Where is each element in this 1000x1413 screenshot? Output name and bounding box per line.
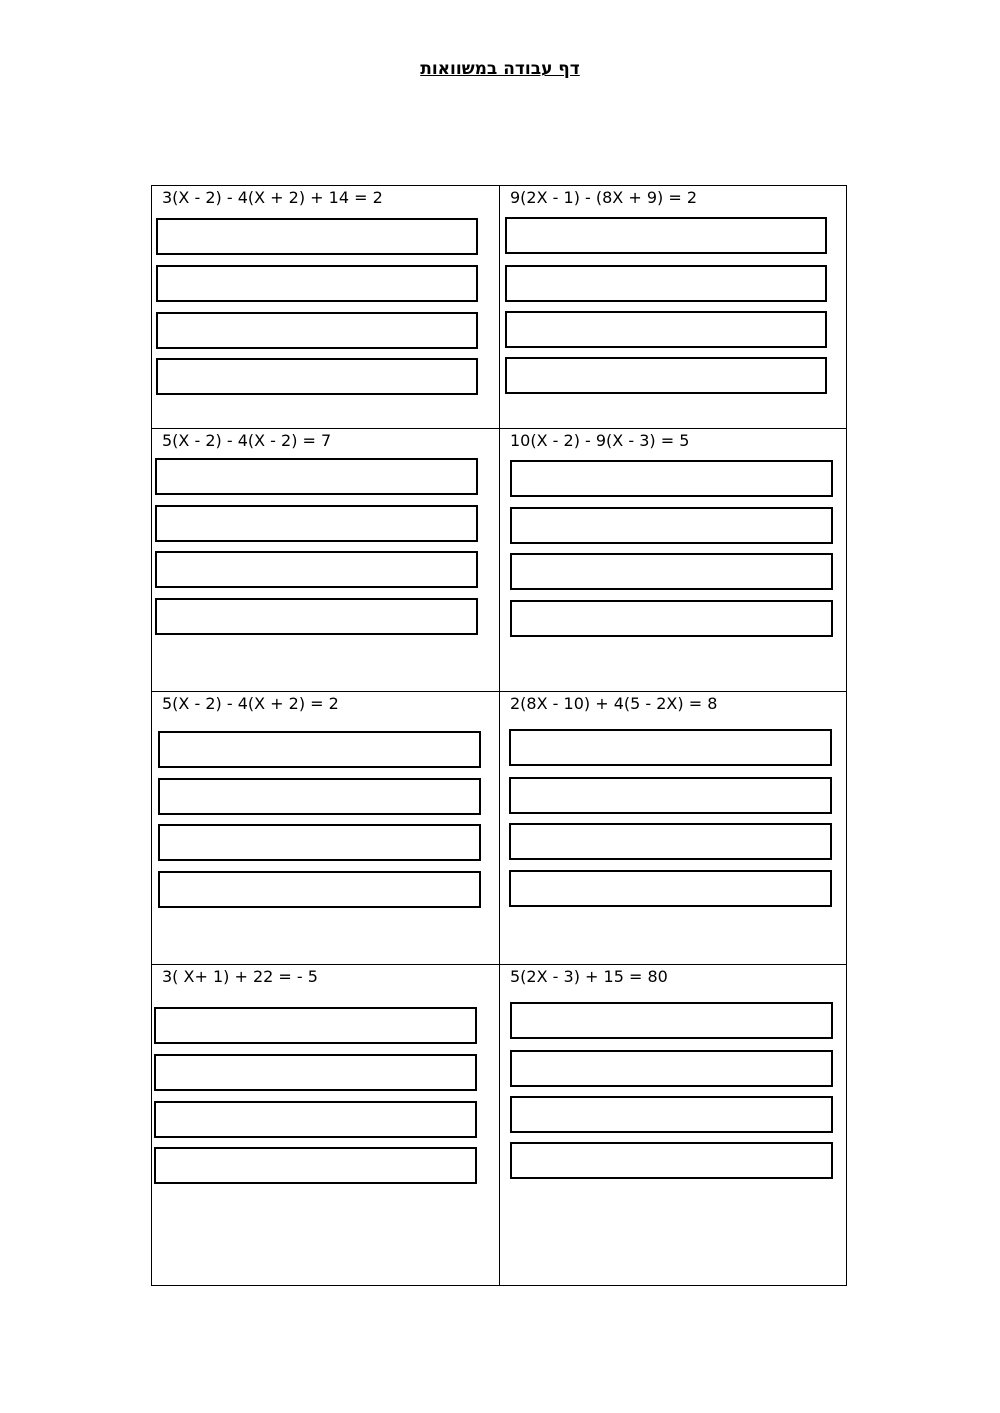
answer-input[interactable]	[511, 872, 830, 905]
answer-box[interactable]	[510, 1096, 833, 1133]
answer-box[interactable]	[154, 1147, 477, 1184]
answer-box[interactable]	[154, 1101, 477, 1138]
answer-input[interactable]	[512, 1052, 831, 1085]
answer-input[interactable]	[158, 220, 476, 253]
equation: 2(8X - 10) + 4(5 - 2X) = 8	[510, 694, 718, 713]
answer-input[interactable]	[157, 507, 476, 540]
answer-box[interactable]	[158, 824, 481, 861]
equation: 10(X - 2) - 9(X - 3) = 5	[510, 431, 690, 450]
answer-input[interactable]	[512, 462, 831, 495]
answer-input[interactable]	[512, 1144, 831, 1177]
equation: 5(X - 2) - 4(X - 2) = 7	[162, 431, 332, 450]
answer-box[interactable]	[154, 1007, 477, 1044]
answer-input[interactable]	[507, 267, 825, 300]
answer-input[interactable]	[160, 826, 479, 859]
answer-input[interactable]	[156, 1056, 475, 1089]
answer-input[interactable]	[157, 460, 476, 493]
exercise-cell-2	[500, 186, 847, 428]
equation: 5(X - 2) - 4(X + 2) = 2	[162, 694, 339, 713]
answer-box[interactable]	[155, 458, 478, 495]
answer-box[interactable]	[158, 731, 481, 768]
answer-input[interactable]	[512, 602, 831, 635]
answer-box[interactable]	[505, 265, 827, 302]
answer-box[interactable]	[155, 505, 478, 542]
answer-input[interactable]	[511, 731, 830, 764]
exercise-cell-1	[152, 186, 499, 428]
answer-input[interactable]	[507, 313, 825, 346]
answer-box[interactable]	[510, 1002, 833, 1039]
answer-box[interactable]	[509, 729, 832, 766]
exercise-cell-3	[152, 429, 499, 691]
answer-input[interactable]	[512, 509, 831, 542]
answer-input[interactable]	[512, 1098, 831, 1131]
answer-box[interactable]	[509, 777, 832, 814]
answer-box[interactable]	[505, 311, 827, 348]
answer-input[interactable]	[160, 780, 479, 813]
answer-input[interactable]	[156, 1009, 475, 1042]
answer-box[interactable]	[155, 551, 478, 588]
exercise-cell-4	[500, 429, 847, 691]
answer-input[interactable]	[512, 1004, 831, 1037]
answer-box[interactable]	[505, 217, 827, 254]
exercise-cell-8	[500, 965, 847, 1285]
answer-box[interactable]	[509, 870, 832, 907]
answer-box[interactable]	[510, 507, 833, 544]
exercise-cell-5	[152, 692, 499, 964]
answer-box[interactable]	[154, 1054, 477, 1091]
answer-box[interactable]	[155, 598, 478, 635]
answer-box[interactable]	[156, 218, 478, 255]
answer-box[interactable]	[510, 600, 833, 637]
equation: 5(2X - 3) + 15 = 80	[510, 967, 668, 986]
exercise-cell-7	[152, 965, 499, 1285]
answer-box[interactable]	[158, 871, 481, 908]
answer-box[interactable]	[156, 312, 478, 349]
answer-input[interactable]	[507, 359, 825, 392]
answer-box[interactable]	[505, 357, 827, 394]
answer-box[interactable]	[510, 553, 833, 590]
answer-input[interactable]	[157, 553, 476, 586]
answer-input[interactable]	[157, 600, 476, 633]
answer-box[interactable]	[158, 778, 481, 815]
answer-box[interactable]	[156, 265, 478, 302]
answer-box[interactable]	[509, 823, 832, 860]
answer-box[interactable]	[510, 460, 833, 497]
answer-input[interactable]	[156, 1103, 475, 1136]
worksheet-title: דף עבודה במשוואות	[420, 59, 580, 79]
answer-input[interactable]	[507, 219, 825, 252]
answer-input[interactable]	[160, 873, 479, 906]
answer-input[interactable]	[512, 555, 831, 588]
answer-input[interactable]	[158, 267, 476, 300]
answer-box[interactable]	[510, 1050, 833, 1087]
answer-box[interactable]	[510, 1142, 833, 1179]
answer-box[interactable]	[156, 358, 478, 395]
answer-input[interactable]	[158, 360, 476, 393]
answer-input[interactable]	[158, 314, 476, 347]
equation: 3( X+ 1) + 22 = - 5	[162, 967, 318, 986]
exercise-grid	[151, 185, 847, 1286]
answer-input[interactable]	[511, 825, 830, 858]
answer-input[interactable]	[156, 1149, 475, 1182]
answer-input[interactable]	[511, 779, 830, 812]
exercise-cell-6	[500, 692, 847, 964]
equation: 9(2X - 1) - (8X + 9) = 2	[510, 188, 698, 207]
answer-input[interactable]	[160, 733, 479, 766]
equation: 3(X - 2) - 4(X + 2) + 14 = 2	[162, 188, 383, 207]
